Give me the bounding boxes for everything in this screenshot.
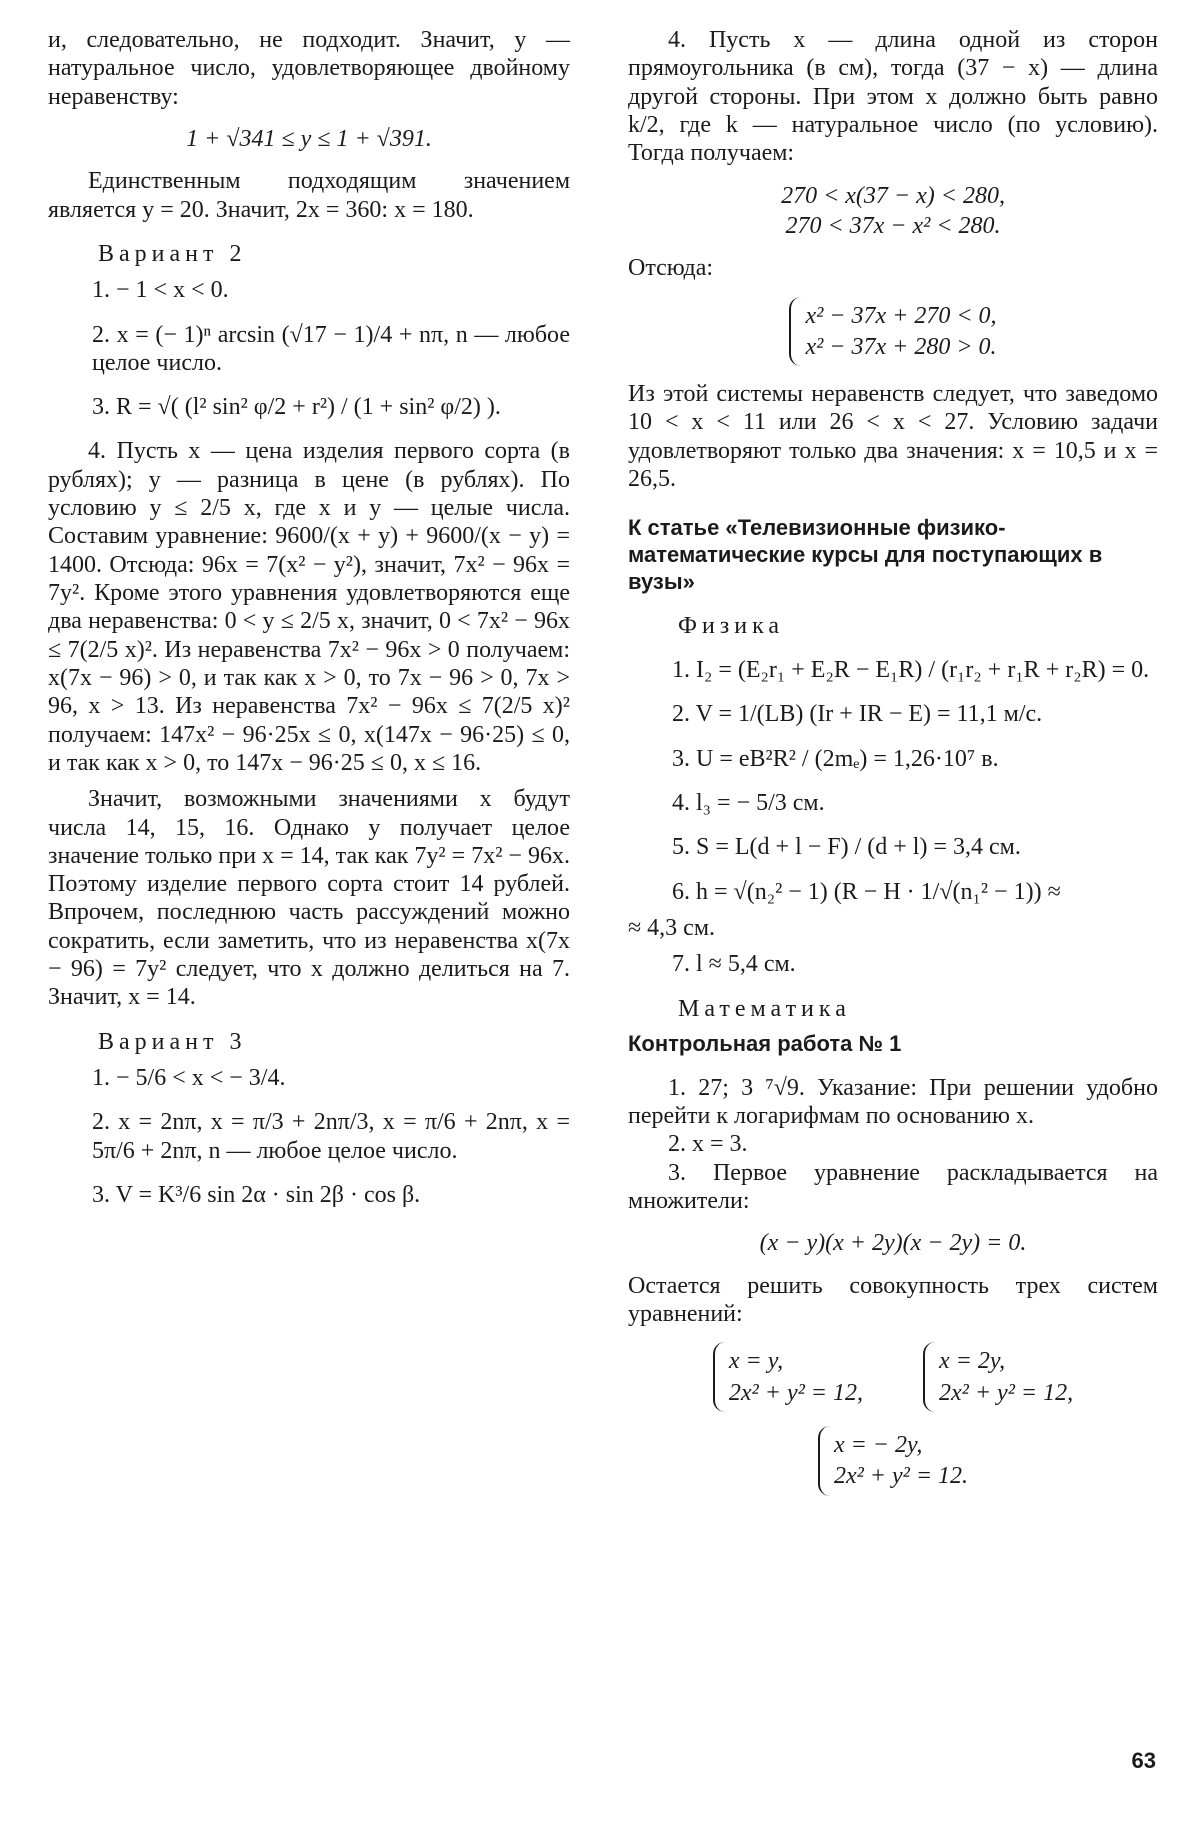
article-heading: К статье «Телевизионные физико-математические курсы для поступающих в вузы» — [628, 515, 1103, 595]
v2-answer-1: 1. − 1 < x < 0. — [92, 277, 229, 304]
system-brace — [789, 297, 996, 367]
rect-conclusion: Из этой системы неравенств следует, что заведомо 10 < x < 11 или 26 < x < 27. Условию задачи удовлетворяют только два значения: x = 10,5 и x = 26,5. — [628, 381, 1158, 493]
math-title: Математика — [678, 995, 851, 1022]
v2-answer-2: 2. x = (− 1)ⁿ arcsin (√17 − 1)/4 + nπ, n — любое целое число. — [92, 321, 570, 376]
physics-title: Физика — [678, 612, 785, 639]
left-column — [48, 26, 570, 1209]
right-column — [628, 26, 1158, 1510]
v2-answer-3: 3. R = √( (l² sin² φ/2 + r²) / (1 + sin² φ/2) ). — [92, 394, 501, 421]
physics-answer-7: 7. l ≈ 5,4 см. — [672, 951, 796, 978]
system-line: 2x² + y² = 12, — [728, 1379, 863, 1406]
system-line: x² − 37x + 280 > 0. — [805, 333, 997, 360]
physics-answer-6: 6. h = √(n₂² − 1) (R − H · 1/√(n₁² − 1)) ≈ — [672, 878, 1061, 905]
intro-conclusion: Единственным подходящим значением является y = 20. Значит, 2x = 360: x = 180. — [48, 168, 570, 223]
v3-answer-1: 1. − 5/6 < x < − 3/4. — [92, 1065, 286, 1091]
page-number: 63 — [1131, 1748, 1156, 1774]
system-brace — [923, 1342, 1073, 1412]
system-line: 2x² + y² = 12. — [833, 1463, 969, 1490]
inequality-b: 270 < 37x − x² < 280. — [785, 212, 1001, 239]
v3-answer-3: 3. V = K³/6 sin 2α · sin 2β · cos β. — [92, 1181, 421, 1208]
physics-answer-1: 1. I₂ = (E₂r₁ + E₂R − E₁R) / (r₁r₂ + r₁R + r₂R) = 0. — [672, 657, 1150, 684]
hence-label: Отсюда: — [628, 255, 714, 282]
intro-text: и, следовательно, не подходит. Значит, y — натуральное число, удовлетворяющее двойному неравенству: — [48, 27, 570, 110]
equation-system-third — [628, 1426, 1158, 1496]
intro-equation: 1 + √341 ≤ y ≤ 1 + √391. — [186, 125, 432, 152]
v2-answer-4-part1: 4. Пусть x — цена изделия первого сорта (в рублях); y — разница в цене (в рублях). По условию y ≤ 2/5 x, где x и y — целые числа. Составим уравнение: 9600/(x + y) + 9600/(x − y) = 1400. Отсюда: 96x = 7(x² − y²), значит, 7x² − 96x = 7y². Кроме этого уравнения удовлетворяются еще два неравенства: 0 < y ≤ 2/5 x, значит, 0 < 7x² − 96x ≤ 7(2/5 x)². Из неравенства 7x² − 96x > 0 получаем: x(7x − 96) > 0, и так как x > 0, то 7x − 96 > 0, 7x > 96, x > 13. Из неравенства 7x² − 96x ≤ 7(2/5 x)² получаем: 147x² − 96·25x ≤ 0, x(147x − 96·25) ≤ 0, и так как x > 0, то 147x − 96·25 ≤ 0, x ≤ 16. — [48, 438, 570, 776]
system-brace — [713, 1342, 863, 1412]
math-answer-2: 2. x = 3. — [668, 1131, 748, 1158]
test-title: Контрольная работа № 1 — [628, 1030, 902, 1056]
math-answer-1: 1. 27; 3 ⁷√9. Указание: При решении удобно перейти к логарифмам по основанию x. — [628, 1074, 1158, 1130]
equation-systems-row — [628, 1342, 1158, 1412]
physics-answer-4: 4. l₃ = − 5/3 см. — [672, 790, 825, 817]
system-line: x = 2y, — [939, 1348, 1006, 1375]
system-line: 2x² + y² = 12, — [939, 1379, 1074, 1406]
system-line: x = − 2y, — [833, 1431, 923, 1458]
math-answer-3-text: Остается решить совокупность трех систем уравнений: — [628, 1272, 1158, 1327]
system-line: x² − 37x + 270 < 0, — [805, 302, 997, 329]
v3-answer-2: 2. x = 2nπ, x = π/3 + 2nπ/3, x = π/6 + 2nπ, x = 5π/6 + 2nπ, n — любое целое число. — [92, 1109, 570, 1164]
physics-answer-5: 5. S = L(d + l − F) / (d + l) = 3,4 см. — [672, 834, 1021, 861]
system-line: x = y, — [728, 1348, 784, 1375]
v2-answer-4-part2: Значит, возможными значениями x будут числа 14, 15, 16. Однако y получает целое значение только при x = 14, так как 7y² = 7x² − 96x. Поэтому изделие первого сорта стоит 14 рублей. Впрочем, последнюю часть рассуждений можно сократить, если заметить, что из неравенства x(7x − 96) = 7y² следует, что x должно делиться на 7. Значит, x = 14. — [48, 786, 570, 1011]
inequality-a: 270 < x(37 − x) < 280, — [781, 182, 1005, 209]
v2-answer-4-rect: 4. Пусть x — длина одной из сторон прямоугольника (в см), тогда (37 − x) — длина другой стороны. При этом x должно быть равно k/2, где k — натуральное число (по условию). Тогда получаем: — [628, 27, 1158, 167]
physics-answer-2: 2. V = 1/(LB) (Ir + IR − E) = 11,1 м/с. — [672, 701, 1043, 728]
physics-answer-6-cont: ≈ 4,3 см. — [628, 915, 716, 942]
factored-equation: (x − y)(x + 2y)(x − 2y) = 0. — [759, 1230, 1027, 1257]
inequality-system — [628, 297, 1158, 367]
math-answer-3: 3. Первое уравнение раскладывается на множители: — [628, 1159, 1158, 1215]
variant-3-title: Вариант 3 — [98, 1028, 247, 1055]
system-brace — [818, 1426, 968, 1496]
variant-2-title: Вариант 2 — [98, 240, 247, 267]
physics-answer-3: 3. U = eB²R² / (2mₑ) = 1,26·10⁷ в. — [672, 745, 999, 772]
